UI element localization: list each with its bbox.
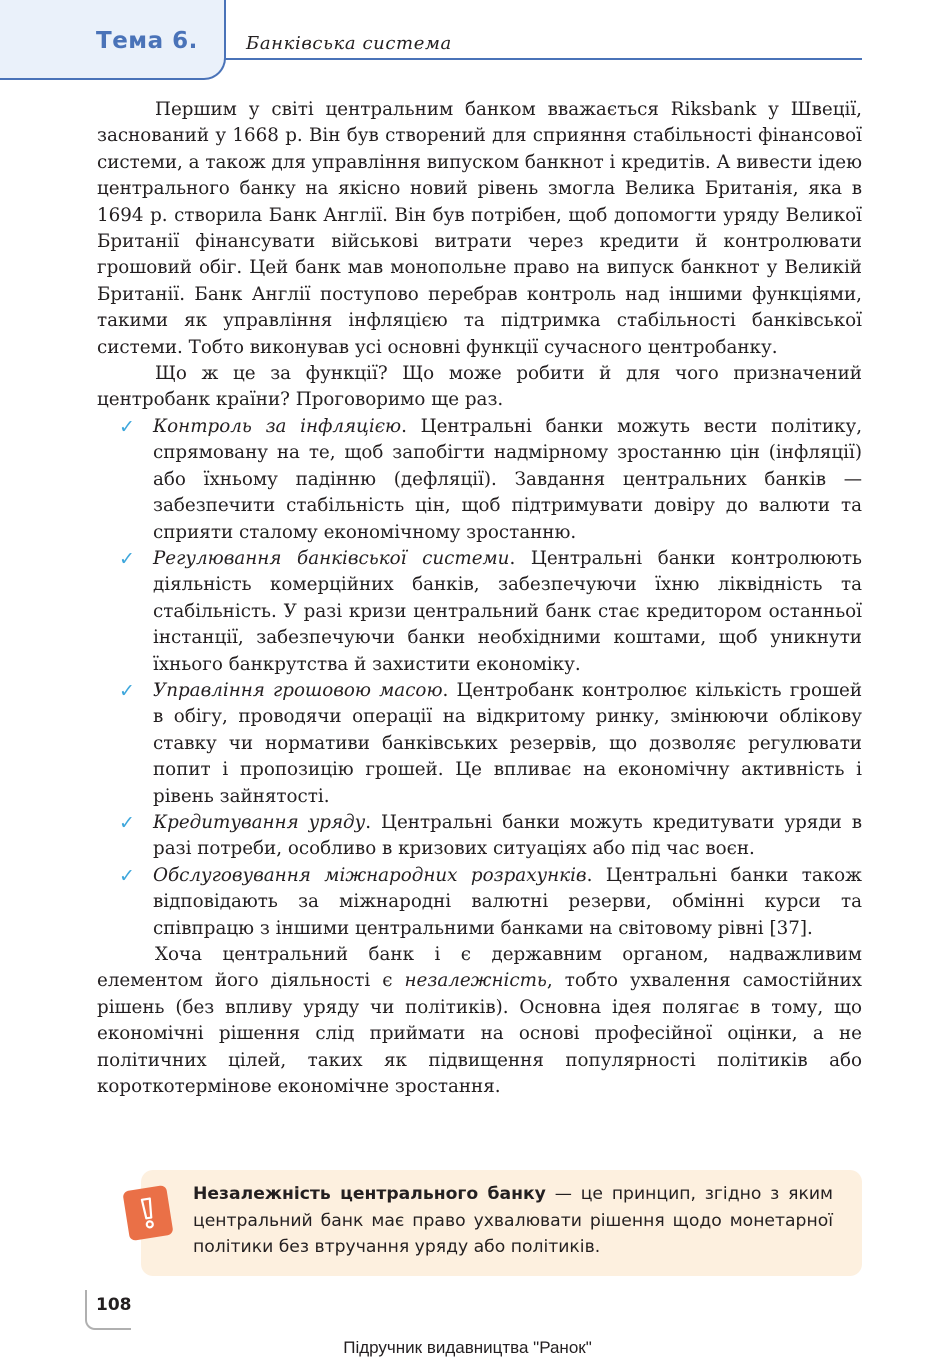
function-term: Регулювання банківської системи [153, 547, 510, 569]
list-item [119, 810, 862, 863]
checkmark-icon: ✓ [119, 547, 135, 570]
chapter-title: Банківська система [246, 33, 452, 54]
function-description: . Центральні банки можуть кредитувати уряди в разі потреби, особливо в кризових ситуаціях або під час воєн. [153, 811, 862, 860]
paragraph-text: , тобто ухвалення самостійних рішень (без впливу уряду чи політиків). Основна ідея полягає в тому, що економічні рішення слід приймати на основі професійної оцінки, а не політичних цілей, таких як підвищення популярності політиків або короткотермінове економічне зростання. [97, 970, 862, 1098]
paragraph-text: Хоча центральний банк і є державним органом, надважливим елементом його діяльності є [97, 944, 862, 992]
definition-text [193, 1181, 833, 1261]
publisher-footer: Підручник видавництва "Ранок" [343, 1338, 592, 1357]
list-item [119, 863, 862, 942]
function-term: Обслуговування міжнародних розрахунків [153, 864, 587, 886]
checkmark-icon: ✓ [119, 415, 135, 438]
topic-tab [0, 0, 226, 80]
list-item [119, 546, 862, 678]
function-term: Контроль за інфляцією [153, 415, 402, 437]
list-item [119, 414, 863, 546]
exclamation-icon [122, 1185, 173, 1241]
function-term: Кредитування уряду [153, 811, 366, 833]
paragraph [97, 942, 862, 1100]
functions-list [97, 414, 862, 942]
checkmark-icon: ✓ [119, 864, 135, 887]
list-item [119, 678, 863, 810]
function-description: . Центральні банки також відповідають за міжнародні валютні резерви, обмінні курси та співпрацю з іншими центральними банками на світовому рівні [37]. [153, 864, 862, 939]
topic-label: Тема 6. [96, 28, 198, 54]
function-description: . Центробанк контролює кількість грошей в обігу, проводячи операції на відкритому ринку, змінюючи облікову ставку чи нормативи банківських резервів, що дозволяє регулювати попит і пропозицію грошей. Це впливає на економічну активність і рівень зайнятості. [153, 679, 863, 807]
checkmark-icon: ✓ [119, 679, 135, 702]
paragraph: Що ж це за функції? Що може робити й для чого призначений центробанк країни? Проговоримо ще раз. [97, 363, 862, 411]
header-rule [224, 58, 862, 60]
function-description: . Центральні банки контролюють діяльність комерційних банків, забезпечуючи їхню ліквідність та стабільність. У разі кризи центральний банк стає кредитором останньої інстанції, забезпечуючи банки необхідними коштами, щоб уникнути їхнього банкрутства й захистити економіку. [153, 547, 862, 675]
page-number: 108 [96, 1295, 132, 1315]
paragraph: Першим у світі центральним банком вважається Riksbank у Швеції, заснований у 1668 р. Він був створений для сприяння стабільності фінансової системи, а також для управління випуском банкнот і кредитів. А вивести ідею центрального банку на якісно новий рівень змогла Велика Британія, яка в 1694 р. створила Банк Англії. Він був потрібен, щоб допомогти уряду Великої Британії фінансувати військові витрати через кредити й контролювати грошовий обіг. Цей банк мав монопольне право на випуск банкнот у Великій Британії. Банк Англії поступово перебрав контроль над іншими функціями, такими як управління інфляцією та підтримка стабільності банківської системи. Тобто виконував усі основні функції сучасного центробанку. [97, 99, 862, 358]
function-term: Управління грошовою масою [153, 679, 443, 701]
main-text [97, 97, 862, 1100]
definition-term: Незалежність центрального банку [193, 1184, 546, 1204]
function-description: . Центральні банки можуть вести політику, спрямовану на те, щоб запобігти надмірному зростанню цін (інфляції) або їхньому падінню (дефляції). Завдання центральних банків — забезпечити стабільність цін, щоб підтримувати довіру до валюти та сприяти сталому економічному зростанню. [153, 415, 863, 543]
definition-body: — це принцип, згідно з яким центральний банк має право ухвалювати рішення щодо монетарної політики без втручання уряду або політиків. [193, 1184, 833, 1257]
checkmark-icon: ✓ [119, 811, 135, 834]
key-term: незалежність [404, 970, 547, 992]
